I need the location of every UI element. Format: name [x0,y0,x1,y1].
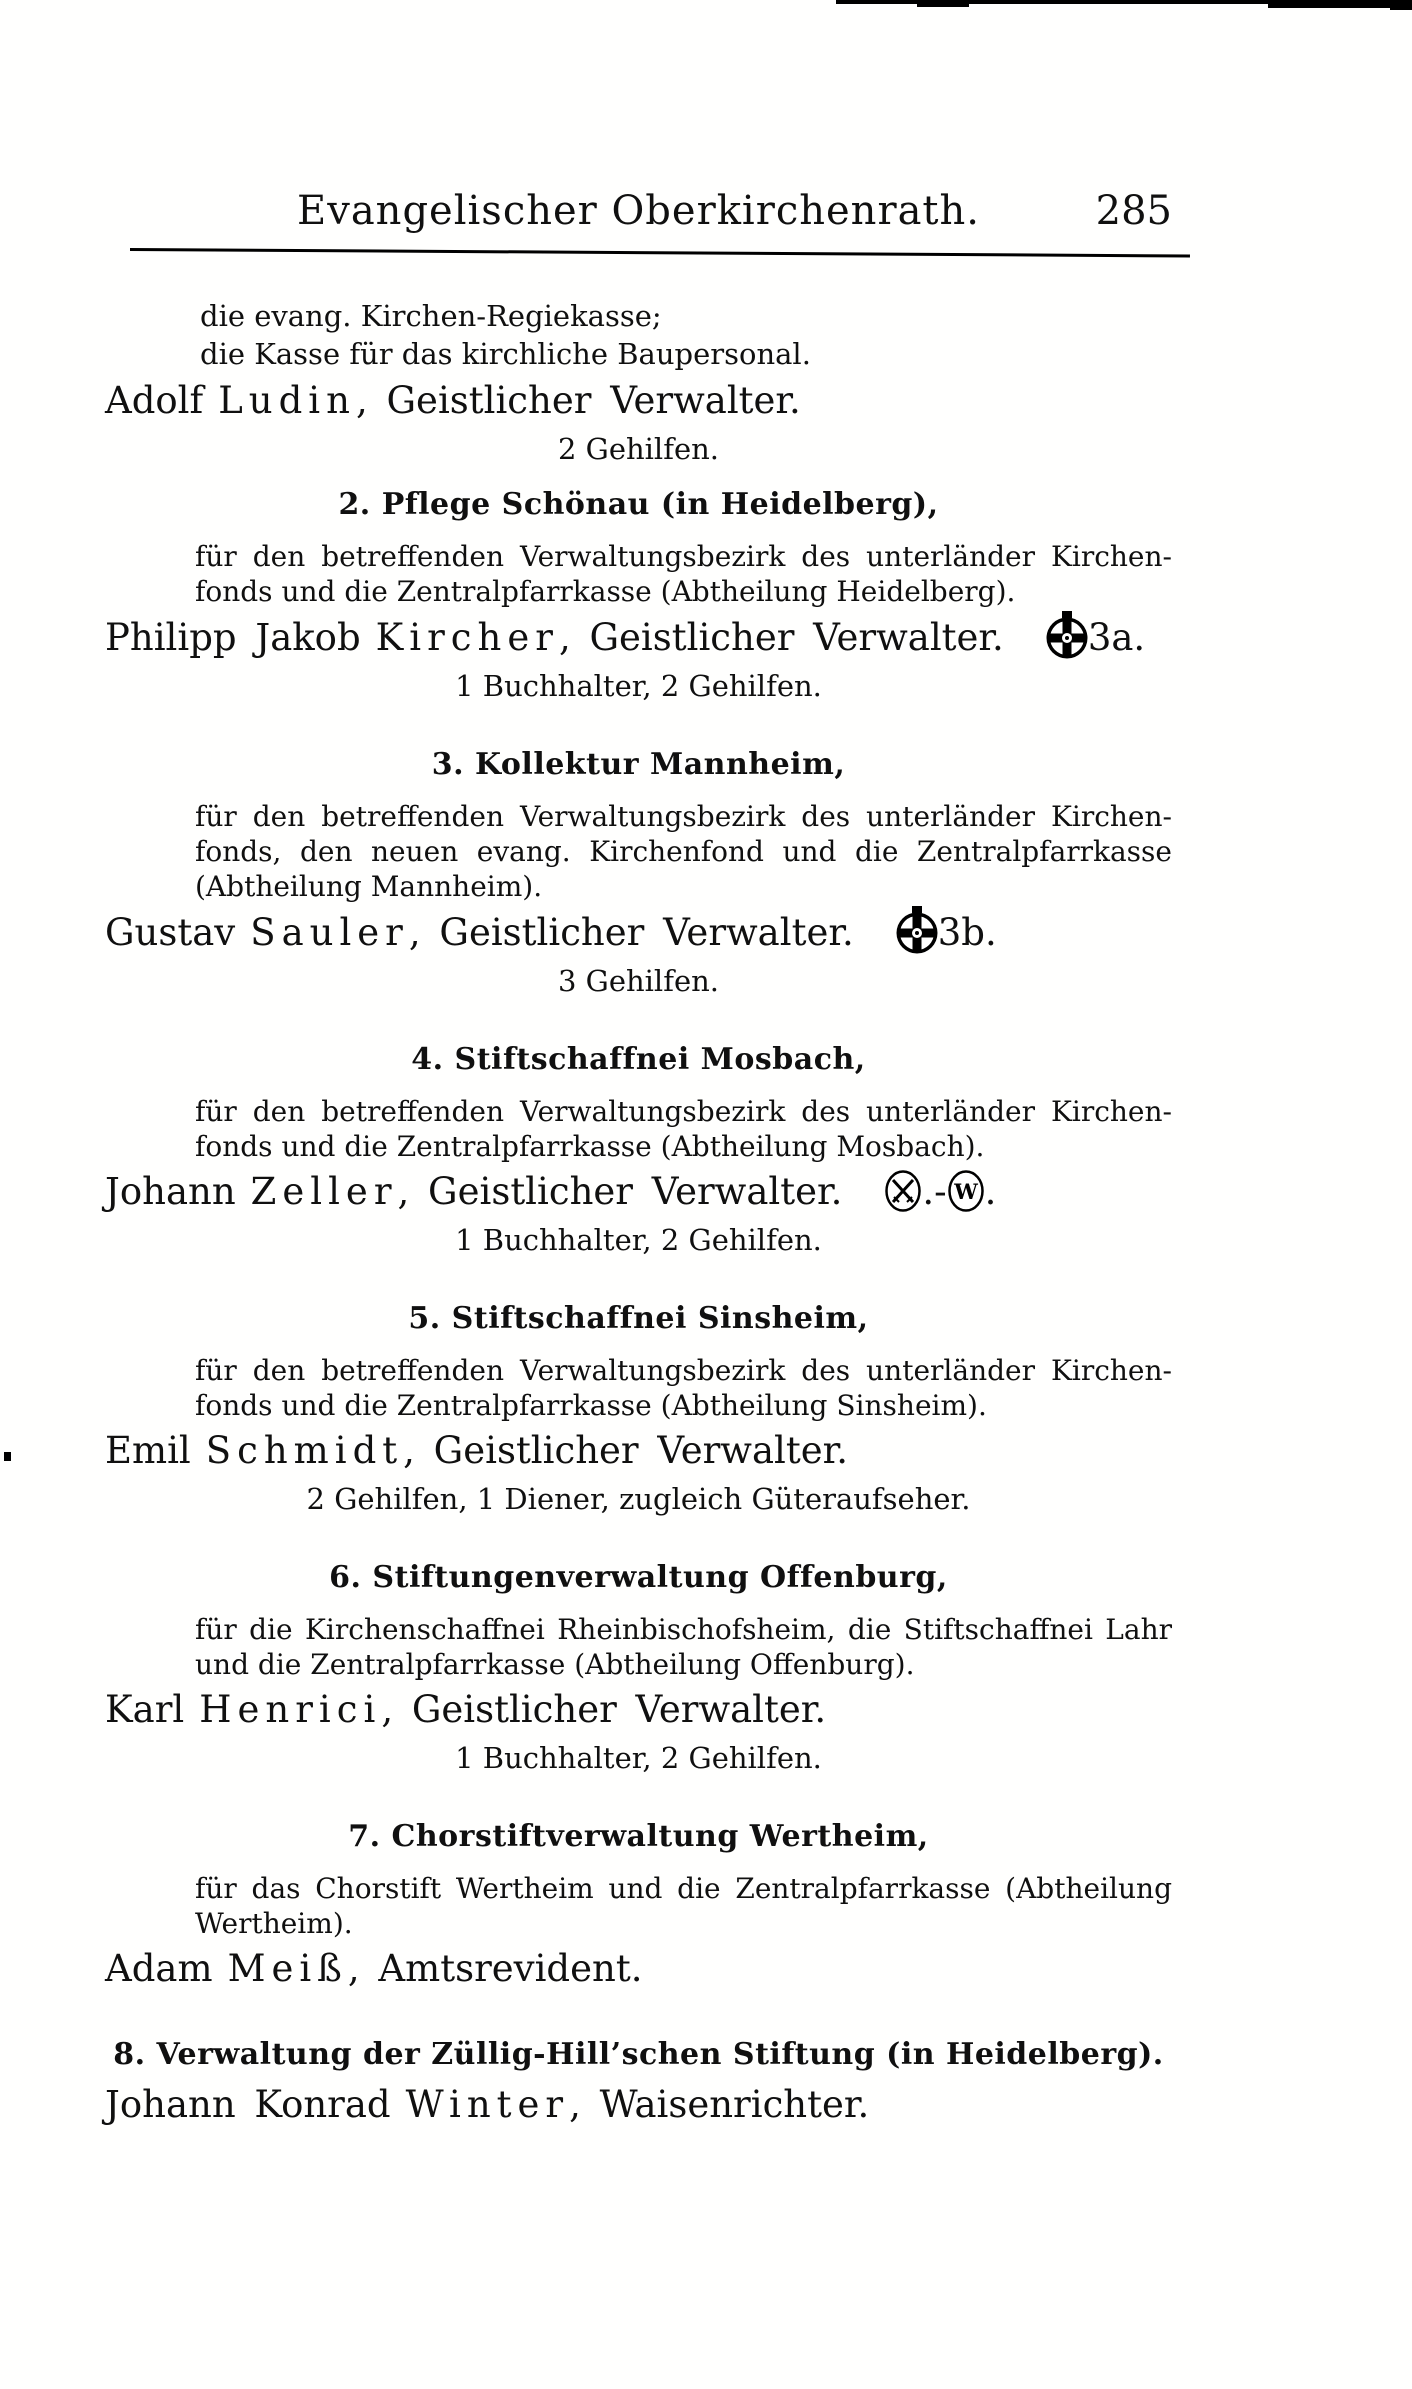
official-line [105,375,1172,427]
official-role: , Geistlicher Verwalter. [355,379,801,422]
official-role: , Geistlicher Verwalter. [408,911,854,954]
cross-medal-icon [896,906,938,959]
official-first-name: Johann Konrad [105,2083,391,2126]
official-role: , Waisenrichter. [569,2083,870,2126]
intro-line: die Kasse für das kirchliche Baupersonal. [200,337,811,371]
section-body [195,1871,1172,1941]
directory-section [105,743,1172,1000]
decoration-label: 3a. [1087,616,1146,659]
official-role: , Geistlicher Verwalter. [403,1429,848,1472]
official-line [105,2079,1172,2131]
section-heading: 5. Stiftschaffnei Sinsheim, [408,1301,869,1336]
body-line: (Abtheilung Mannheim). [195,870,543,903]
official-surname: Winter [405,2083,570,2126]
official-role: , Geistlicher Verwalter. [397,1170,843,1213]
decorations [1046,616,1145,659]
official-surname: Kircher [375,616,559,659]
svg-text:W: W [953,1179,978,1204]
official-surname: Schmidt [205,1429,404,1472]
official-line [105,906,1172,959]
staff-line: 2 Gehilfen. [557,432,719,466]
official-first-name: Emil [105,1429,191,1472]
official-surname: Zeller [250,1170,398,1213]
body-line: fonds und die Zentralpfarrkasse (Abtheilung Heidelberg). [195,575,1016,608]
section-body [195,1094,1172,1164]
section-heading: 3. Kollektur Mannheim, [431,747,846,782]
section-heading: 8. Verwaltung der Züllig-Hill’schen Stiftung (in Heidelberg). [113,2037,1164,2072]
section-heading: 2. Pflege Schönau (in Heidelberg), [338,487,939,522]
directory-section [105,1297,1172,1518]
official-first-name: Gustav [105,911,236,954]
body-line: für den betreffenden Verwaltungsbezirk des unterländer Kirchen- [195,800,1172,833]
section-body [195,799,1172,904]
page-number: 285 [1095,188,1172,234]
scan-artifact-left-dot [4,1452,11,1461]
decoration-label: .- [922,1170,947,1213]
body-line: für den betreffenden Verwaltungsbezirk des unterländer Kirchen- [195,1095,1172,1128]
staff-line: 1 Buchhalter, 2 Gehilfen. [455,1223,822,1257]
directory-section [105,1038,1172,1259]
official-first-name: Karl [105,1688,185,1731]
section-body [195,1612,1172,1682]
intro-line: die evang. Kirchen-Regiekasse; [200,299,662,333]
body-line: für den betreffenden Verwaltungsbezirk des unterländer Kirchen- [195,540,1172,573]
decoration-label: . [984,1170,997,1213]
body-line: fonds und die Zentralpfarrkasse (Abtheilung Mosbach). [195,1130,985,1163]
intro-block [200,297,1172,373]
body-line: für das Chorstift Wertheim und die Zentralpfarrkasse (Abtheilung [195,1872,1172,1905]
official-line [105,1684,1172,1736]
section-heading: 7. Chorstiftverwaltung Wertheim, [348,1819,929,1854]
directory-section [105,2033,1172,2131]
body-line: und die Zentralpfarrkasse (Abtheilung Offenburg). [195,1648,915,1681]
body-line: für den betreffenden Verwaltungsbezirk des unterländer Kirchen- [195,1354,1172,1387]
body-line: für die Kirchenschaffnei Rheinbischofsheim, die Stiftschaffnei Lahr [195,1613,1172,1646]
decorations [896,911,997,954]
official-first-name: Adam [105,1947,213,1990]
circle-swords-icon [884,1166,922,1218]
official-surname: Sauler [250,911,409,954]
cross-medal-icon [1046,611,1088,664]
scan-artifact-top-blob [917,0,969,7]
page-header [105,188,1172,234]
body-line: fonds und die Zentralpfarrkasse (Abtheilung Sinsheim). [195,1389,987,1422]
official-role: , Geistlicher Verwalter. [558,616,1004,659]
official-first-name: Johann [105,1170,236,1213]
staff-line: 3 Gehilfen. [557,964,719,998]
official-surname: Meiß [227,1947,348,1990]
directory-section [105,1556,1172,1777]
official-line [105,1166,1172,1218]
directory-section [105,483,1172,705]
section-heading: 4. Stiftschaffnei Mosbach, [411,1042,866,1077]
circle-w-icon [947,1166,985,1218]
staff-line: 1 Buchhalter, 2 Gehilfen. [455,669,822,703]
official-surname: Henrici [199,1688,382,1731]
official-role: , Geistlicher Verwalter. [381,1688,827,1731]
body-line: fonds, den neuen evang. Kirchenfond und die Zentralpfarrkasse [195,835,1172,868]
official-first-name: Philipp Jakob [105,616,361,659]
body-line: Wertheim). [195,1907,353,1940]
header-rule [130,248,1190,257]
section-body [195,1353,1172,1423]
staff-line: 1 Buchhalter, 2 Gehilfen. [455,1741,822,1775]
section-body [195,539,1172,609]
decorations [884,1170,996,1213]
scan-artifact-corner [1390,0,1412,10]
official-role: , Amtsrevident. [347,1947,643,1990]
running-title: Evangelischer Oberkirchenrath. [297,188,980,234]
sections-container [105,483,1172,2131]
official-first-name: Adolf [105,379,204,422]
directory-section [105,1815,1172,1995]
staff-line: 2 Gehilfen, 1 Diener, zugleich Güteraufseher. [306,1482,971,1516]
section-heading: 6. Stiftungenverwaltung Offenburg, [329,1560,948,1595]
official-line [105,611,1172,664]
official-line [105,1425,1172,1477]
official-line [105,1943,1172,1995]
official-surname: Ludin [218,379,356,422]
decoration-label: 3b. [937,911,997,954]
